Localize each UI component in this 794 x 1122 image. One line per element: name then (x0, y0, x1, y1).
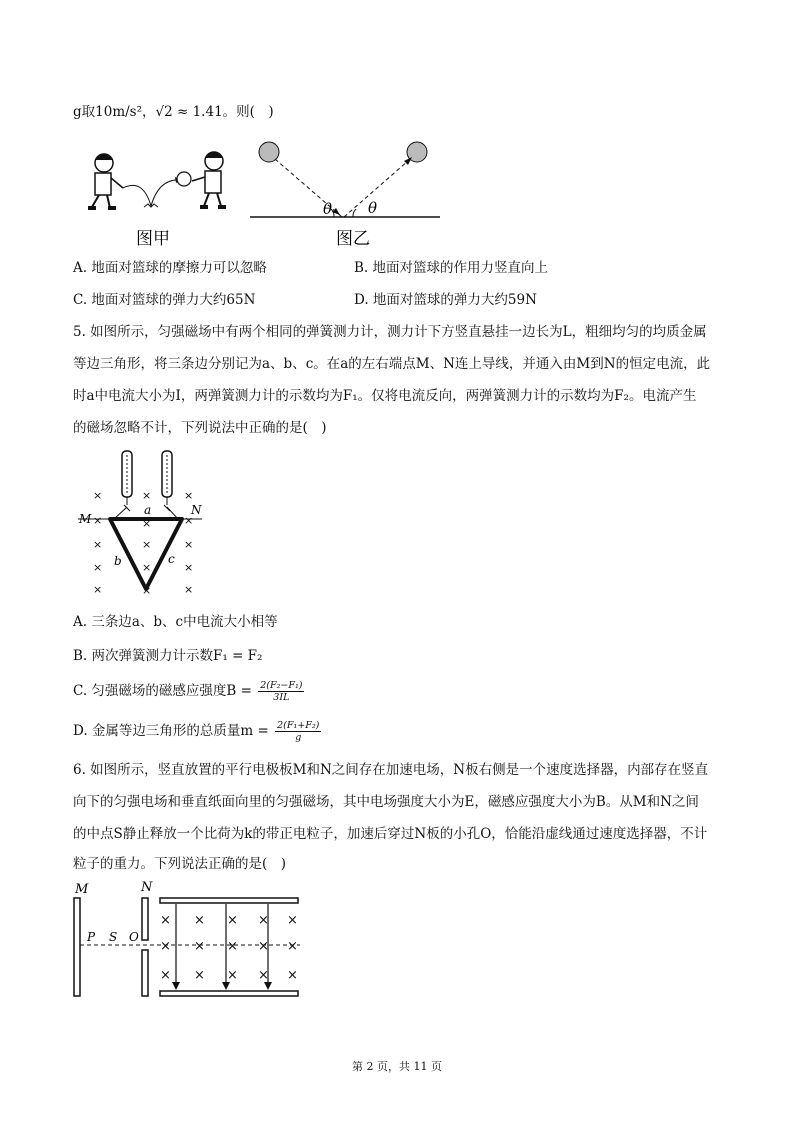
spring-scale-left (114, 451, 132, 519)
svg-text:×: × (160, 939, 171, 954)
q6-line-4: 粒子的重力。下列说法正确的是( ) (73, 856, 287, 872)
q4-option-b: B. 地面对篮球的作用力竖直向上 (354, 260, 549, 276)
svg-text:×: × (287, 939, 298, 954)
svg-text:×: × (194, 939, 205, 954)
svg-text:×: × (142, 489, 152, 502)
svg-text:×: × (93, 583, 103, 596)
q5-label-a: a (144, 503, 152, 517)
svg-text:×: × (258, 913, 269, 928)
q4-option-a: A. 地面对篮球的摩擦力可以忽略 (73, 260, 267, 276)
q5-line-1: 5. 如图所示，匀强磁场中有两个相同的弹簧测力计，测力计下方竖直悬挂一边长为L，粗细均匀的均质金属 (73, 324, 707, 340)
q5-label-m: M (79, 512, 92, 526)
svg-text:×: × (93, 489, 103, 502)
svg-text:×: × (93, 538, 103, 551)
figure-jia-label: 图甲 (136, 229, 170, 248)
q6-line-2: 向下的匀强电场和垂直纸面向里的匀强磁场，其中电场强度大小为E，磁感应强度大小为B。从M和N之间 (73, 794, 699, 810)
q5-line-3: 时a中电流大小为I，两弹簧测力计的示数均为F₁。仅将电流反向，两弹簧测力计的示数均为F₂。电流产生 (73, 388, 697, 404)
svg-text:×: × (184, 583, 194, 596)
q5-label-c: c (168, 552, 175, 566)
q5-figure (74, 447, 208, 599)
svg-text:×: × (287, 968, 298, 983)
q5-label-b: b (114, 554, 122, 568)
q6-line-3: 的中点S静止释放一个比荷为k的带正电粒子，加速后穿过N板的小孔O，恰能沿虚线通过速度选择器，不计 (73, 826, 708, 842)
svg-text:×: × (227, 939, 238, 954)
svg-text:×: × (142, 561, 152, 574)
svg-text:×: × (93, 561, 103, 574)
q5-option-c-fraction (258, 680, 304, 703)
page-footer: 第 2 页，共 11 页 (352, 1060, 442, 1073)
svg-text:×: × (194, 968, 205, 983)
q5-option-c-denominator: 3IL (273, 692, 290, 703)
svg-text:×: × (184, 489, 194, 502)
figure-jia-illustration (88, 152, 226, 210)
svg-text:×: × (142, 584, 152, 597)
q5-line-4: 的磁场忽略不计，下列说法中正确的是( ) (73, 420, 327, 436)
q4-figure (78, 133, 444, 248)
theta-right-label: θ (368, 199, 378, 217)
q5-option-d-text: D. 金属等边三角形的总质量m = (73, 723, 274, 739)
svg-text:×: × (258, 968, 269, 983)
figure-yi-diagram (250, 142, 440, 217)
spring-scale-right (162, 451, 178, 519)
q5-option-c-text: C. 匀强磁场的磁感应强度B = (73, 683, 257, 699)
q6-label-s: S (109, 930, 118, 944)
q5-option-a: A. 三条边a、b、c中电流大小相等 (73, 614, 278, 630)
q4-option-c: C. 地面对篮球的弹力大约65N (73, 292, 256, 308)
svg-text:×: × (93, 514, 103, 527)
svg-text:×: × (184, 561, 194, 574)
q6-label-m: M (75, 882, 89, 897)
q5-option-d-numerator: 2(F₁+F₂) (277, 720, 320, 731)
q5-option-c-numerator: 2(F₂−F₁) (260, 680, 303, 691)
theta-left-label: θ (323, 200, 333, 218)
svg-text:×: × (258, 939, 269, 954)
svg-text:×: × (160, 913, 171, 928)
svg-text:×: × (142, 538, 152, 551)
svg-text:×: × (194, 913, 205, 928)
q6-line-1: 6. 如图所示，竖直放置的平行电极板M和N之间存在加速电场，N板右侧是一个速度选择器，内部存在竖直 (73, 762, 709, 778)
q6-label-p: P (87, 930, 96, 944)
figure-yi-label: 图乙 (336, 229, 370, 248)
q5-option-d-fraction (275, 720, 321, 743)
svg-text:×: × (142, 517, 152, 530)
q6-figure (72, 878, 312, 1004)
q5-line-2: 等边三角形，将三条边分别记为a、b、c。在a的左右端点M、N连上导线，并通入由M到N的恒定电流，此 (73, 356, 711, 372)
svg-text:×: × (227, 913, 238, 928)
q6-label-o: O (129, 930, 139, 944)
q5-option-b: B. 两次弹簧测力计示数F₁ = F₂ (73, 648, 263, 664)
svg-text:×: × (160, 968, 171, 983)
q5-option-c (73, 680, 304, 703)
q5-label-n: N (191, 503, 202, 517)
svg-text:×: × (287, 913, 298, 928)
q4-stem-end: g取10m/s²，√2 ≈ 1.41。则( ) (73, 104, 274, 120)
q4-option-d: D. 地面对篮球的弹力大约59N (354, 292, 537, 308)
q5-option-d (73, 720, 321, 743)
svg-text:×: × (184, 514, 194, 527)
svg-text:×: × (184, 538, 194, 551)
q6-label-n: N (141, 880, 153, 895)
svg-text:×: × (227, 968, 238, 983)
q5-option-d-denominator: g (295, 732, 302, 743)
